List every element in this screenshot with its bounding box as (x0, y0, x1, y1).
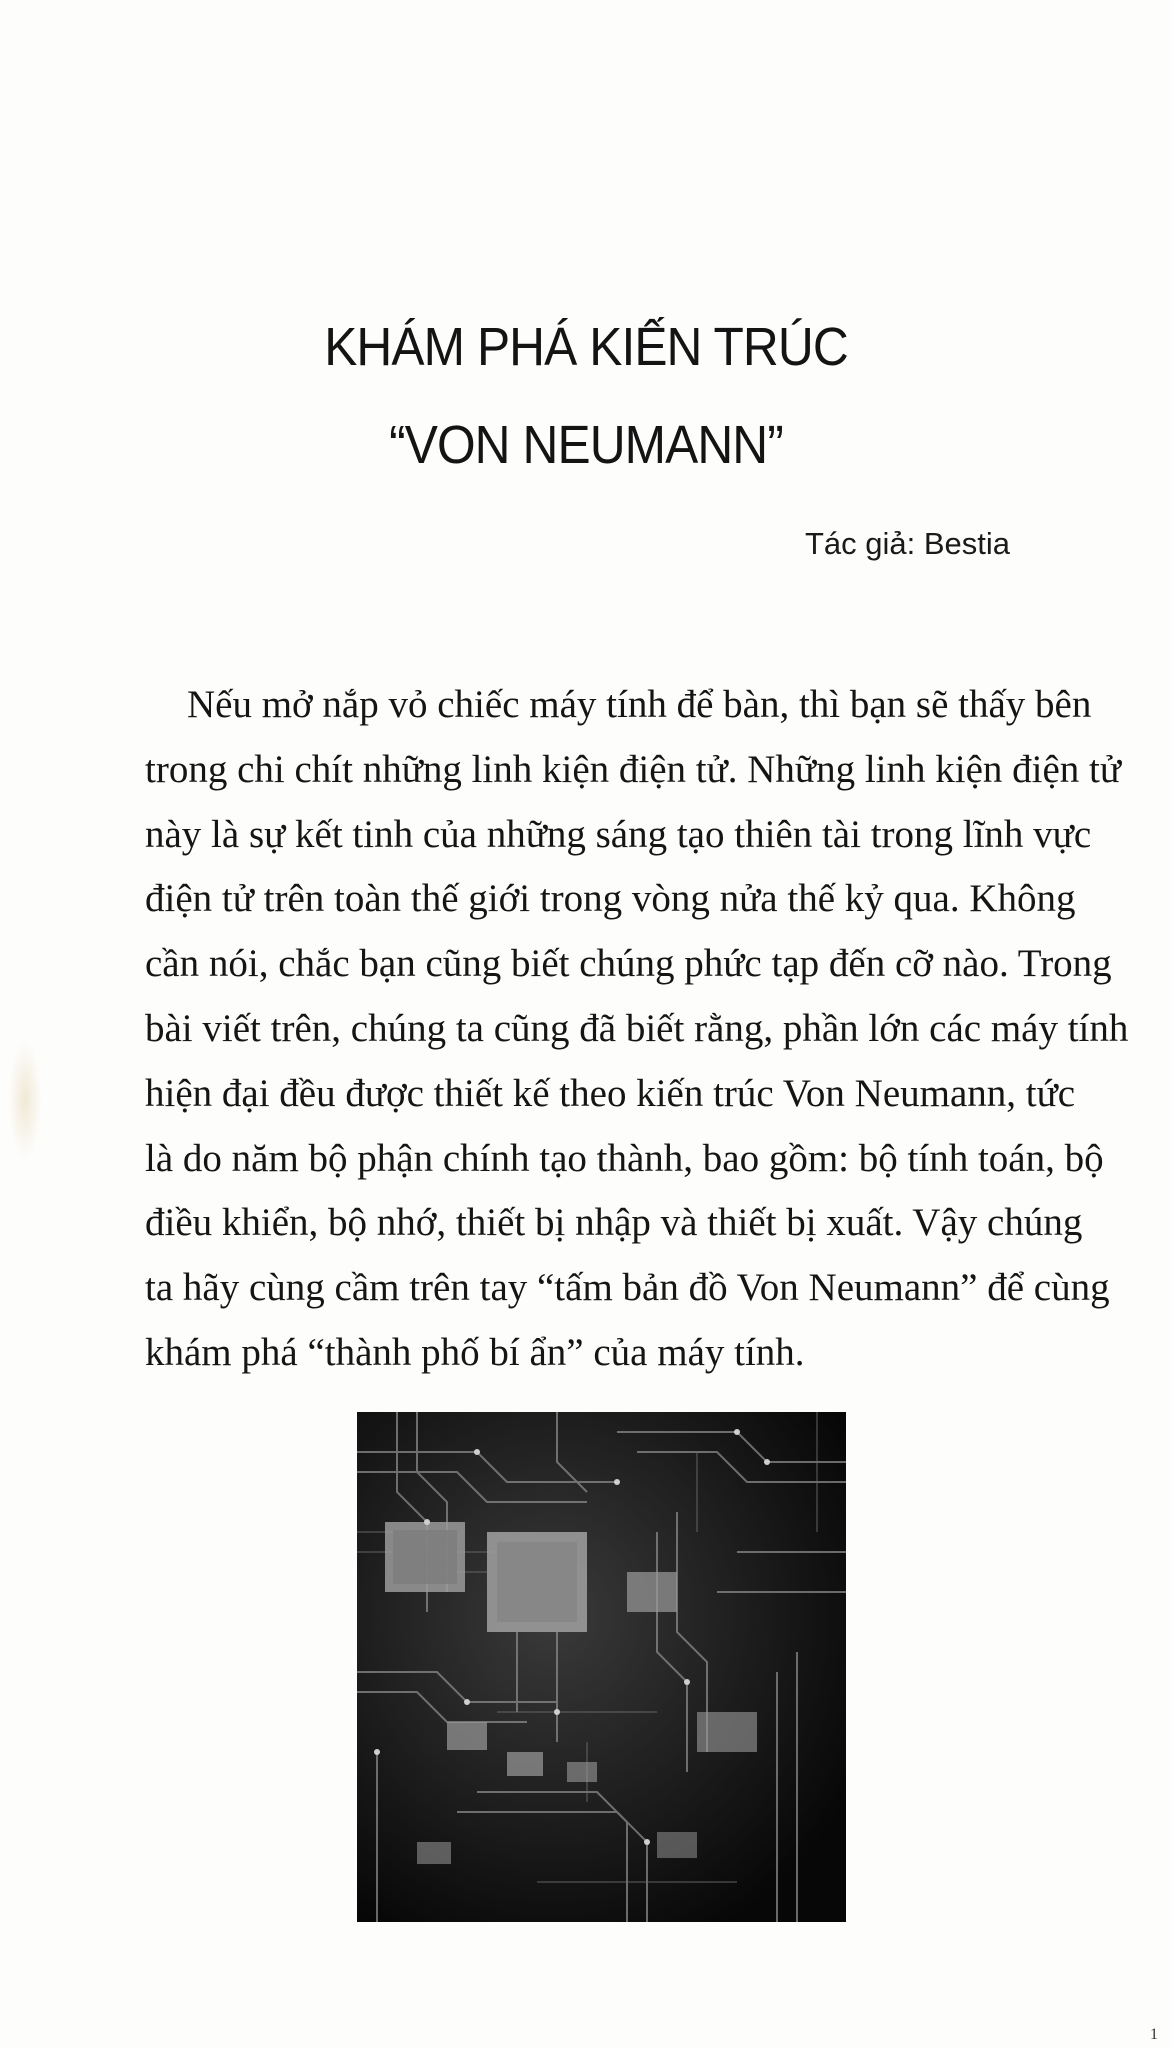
circuit-board-image (357, 1412, 846, 1922)
paragraph-line: Nếu mở nắp vỏ chiếc máy tính để bàn, thì bạn sẽ thấy bên (187, 683, 1092, 726)
paragraph-line: cần nói, chắc bạn cũng biết chúng phức tạp đến cỡ nào. Trong (145, 942, 1112, 986)
paragraph-line: điều khiển, bộ nhớ, thiết bị nhập và thiết bị xuất. Vậy chúng (145, 1201, 1083, 1245)
author-credit: Tác giả: Bestia (804, 526, 1010, 561)
paper-stain (8, 1040, 42, 1160)
body-paragraph (145, 673, 1129, 1386)
paragraph-line: bài viết trên, chúng ta cũng đã biết rằng, phần lớn các máy tính (145, 1006, 1129, 1050)
paragraph-line: ta hãy cùng cầm trên tay “tấm bản đồ Von Neumann” để cùng (145, 1266, 1110, 1310)
paragraph-line: hiện đại đều được thiết kế theo kiến trúc Von Neumann, tức (145, 1071, 1076, 1115)
paragraph-line: trong chi chít những linh kiện điện tử. Những linh kiện điện tử (145, 747, 1122, 791)
paragraph-line: này là sự kết tinh của những sáng tạo thiên tài trong lĩnh vực (145, 812, 1092, 856)
paragraph-line: điện tử trên toàn thế giới trong vòng nửa thế kỷ qua. Không (145, 877, 1076, 921)
paragraph-line: là do năm bộ phận chính tạo thành, bao gồm: bộ tính toán, bộ (145, 1136, 1104, 1180)
chapter-title-line-2: “VON NEUMANN” (389, 415, 783, 475)
chapter-title-line-1: KHÁM PHÁ KIẾN TRÚC (324, 317, 848, 377)
circuit-board-icon (357, 1412, 846, 1922)
paragraph-line: khám phá “thành phố bí ẩn” của máy tính. (145, 1330, 805, 1374)
page-number: 1 (1150, 2026, 1158, 2043)
